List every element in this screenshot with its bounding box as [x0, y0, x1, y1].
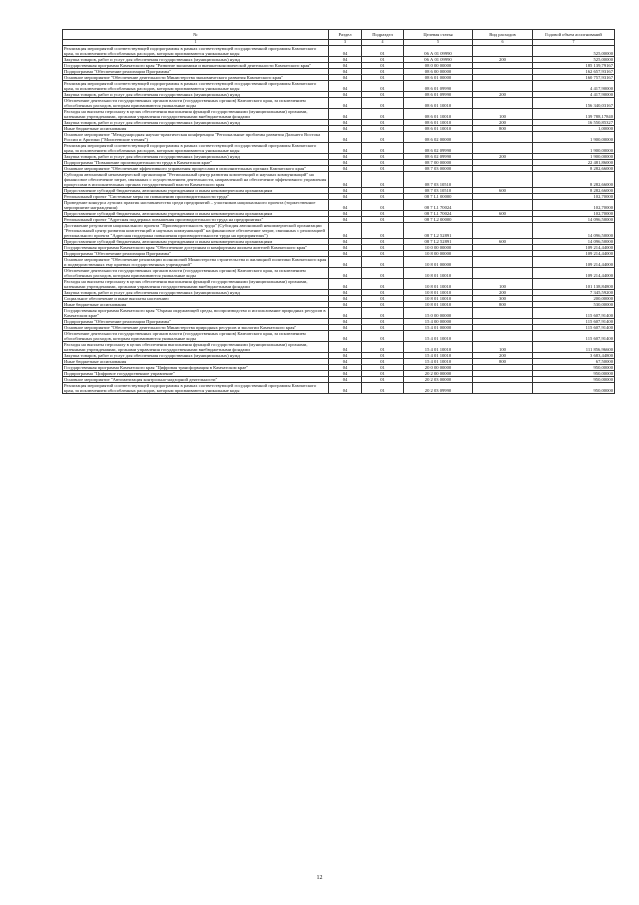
index-cell: 6	[473, 40, 533, 46]
table-row	[63, 131, 615, 142]
cell-type	[473, 131, 533, 142]
cell-name: Основное мероприятие "Международная научно-практическая конференция "Региональные проблемы развития Дальнего Востока России и Арктики ("Моисеевские чтения")	[63, 131, 329, 142]
table-row	[63, 45, 615, 56]
cell-name: Закупка товаров, работ и услуг для обеспечения государственных (муниципальных) нужд	[63, 91, 329, 97]
header-expense-type: Вид расходов	[473, 30, 533, 40]
cell-sum: 102,70000	[533, 193, 615, 199]
cell-name: Подпрограмма "Обеспечение реализации Программы"	[63, 68, 329, 74]
cell-name: Обеспечение деятельности государственных органов власти (государственных органов) Камчатского края, за исключением обособленных расходов, которым присваиваются уникальные коды	[63, 267, 329, 278]
cell-sum: 7 345,59200	[533, 289, 615, 295]
cell-name: Иные бюджетные ассигнования	[63, 358, 329, 364]
cell-sum: 1 900,00000	[533, 153, 615, 159]
table-header-row	[63, 30, 615, 40]
budget-table	[62, 29, 615, 394]
cell-sum: 109 214,44000	[533, 256, 615, 267]
cell-sub: 01	[362, 91, 404, 97]
cell-name: Государственная программа Камчатского края "Цифровая трансформация в Камчатском крае"	[63, 364, 329, 370]
cell-name: Реализация мероприятий соответствующей подпрограммы в рамках соответствующей государственной программы Камчатского края, за исключением обособленных расходов, которым присваиваются уникальные коды	[63, 382, 329, 393]
cell-sum: 950,00000	[533, 370, 615, 376]
cell-type	[473, 307, 533, 318]
cell-target: 08 6 02 09990	[404, 153, 473, 159]
cell-sec: 04	[329, 222, 362, 238]
cell-target: 08 6 01 00000	[404, 74, 473, 80]
table-row	[63, 142, 615, 153]
cell-name: Социальное обеспечение и иные выплаты населению	[63, 295, 329, 301]
cell-target: 08 7 03 10510	[404, 171, 473, 187]
page-number: 12	[316, 875, 323, 881]
cell-sec: 04	[329, 153, 362, 159]
cell-sub: 01	[362, 153, 404, 159]
cell-sec: 04	[329, 250, 362, 256]
cell-sum: 530,00000	[533, 301, 615, 307]
table-row	[63, 171, 615, 187]
cell-sub: 01	[362, 222, 404, 238]
cell-name: Реализация мероприятий соответствующей подпрограммы в рамках соответствующей государственной программы Камчатского края, за исключением обособленных расходов, которым присваиваются уникальные коды	[63, 142, 329, 153]
cell-type: 800	[473, 125, 533, 131]
cell-sum: 14 096,50000	[533, 238, 615, 244]
cell-target: 08 7 L1 70024	[404, 210, 473, 216]
cell-name: Региональный проект "Системные меры по повышению производительности труда"	[63, 193, 329, 199]
cell-name: Региональный проект "Адресная поддержка повышения производительности труда на предприятиях"	[63, 216, 329, 222]
cell-sec: 04	[329, 370, 362, 376]
table-row	[63, 278, 615, 289]
table-row	[63, 267, 615, 278]
cell-name: Государственная программа Камчатского края "Охрана окружающей среды, воспроизводство и использование природных ресурсов в Камчатском крае"	[63, 307, 329, 318]
cell-sec: 04	[329, 125, 362, 131]
cell-sub: 01	[362, 125, 404, 131]
cell-sec: 04	[329, 278, 362, 289]
cell-type	[473, 330, 533, 341]
cell-target: 08 6 01 09990	[404, 80, 473, 91]
cell-type	[473, 171, 533, 187]
cell-name: Основное мероприятие "Обеспечение реализации полномочий Министерства строительства и жилищной политики Камчатского края и подведомственных ему краевых государственных учреждений"	[63, 256, 329, 267]
header-volume: Годовой объем ассигнований	[533, 30, 615, 40]
cell-sum: 8 282,66000	[533, 165, 615, 171]
cell-sum: 22 481,86000	[533, 159, 615, 165]
cell-sub: 01	[362, 62, 404, 68]
cell-target: 10 8 01 10010	[404, 295, 473, 301]
cell-sum: 156 340,03167	[533, 97, 615, 108]
cell-sum: 525,00000	[533, 45, 615, 56]
cell-type	[473, 80, 533, 91]
table-row	[63, 222, 615, 238]
cell-sub: 01	[362, 159, 404, 165]
cell-sub: 01	[362, 267, 404, 278]
cell-sub: 01	[362, 256, 404, 267]
cell-sub: 01	[362, 376, 404, 382]
cell-sec: 04	[329, 199, 362, 210]
cell-type	[473, 199, 533, 210]
cell-type	[473, 267, 533, 278]
table-row	[63, 307, 615, 318]
cell-sec: 04	[329, 74, 362, 80]
cell-sec: 04	[329, 289, 362, 295]
cell-sub: 01	[362, 250, 404, 256]
cell-target: 20 2 03 09990	[404, 382, 473, 393]
cell-sec: 04	[329, 352, 362, 358]
cell-sub: 01	[362, 330, 404, 341]
header-section: Раздел	[329, 30, 362, 40]
cell-sec: 04	[329, 210, 362, 216]
cell-type	[473, 222, 533, 238]
cell-name: Основное мероприятие "Обеспечение деятельности Министерства экономического развития Камчатского края"	[63, 74, 329, 80]
cell-sec: 04	[329, 142, 362, 153]
cell-sec: 04	[329, 301, 362, 307]
cell-type	[473, 142, 533, 153]
cell-sub: 01	[362, 289, 404, 295]
cell-sub: 01	[362, 307, 404, 318]
cell-type: 100	[473, 341, 533, 352]
cell-sub: 01	[362, 187, 404, 193]
index-cell: 7	[533, 40, 615, 46]
cell-target: 10 0 00 00000	[404, 244, 473, 250]
cell-sub: 01	[362, 119, 404, 125]
header-target: Целевая статья	[404, 30, 473, 40]
cell-sec: 04	[329, 295, 362, 301]
cell-target: 08 6 01 10010	[404, 97, 473, 108]
index-cell: 5	[404, 40, 473, 46]
cell-name: Предоставление субсидий бюджетным, автономным учреждениям и иным некоммерческим организациям	[63, 187, 329, 193]
cell-name: Подпрограмма "Обеспечение реализации Программы"	[63, 250, 329, 256]
cell-name: Подпрограмма "Цифровое государственное управление"	[63, 370, 329, 376]
cell-sub: 01	[362, 278, 404, 289]
cell-name: Основное мероприятие "Автоматизация контрольно-надзорной деятельности"	[63, 376, 329, 382]
cell-sec: 04	[329, 45, 362, 56]
cell-sum: 185 139,79167	[533, 62, 615, 68]
cell-sub: 01	[362, 295, 404, 301]
cell-sec: 04	[329, 324, 362, 330]
cell-target: 06 А 01 09990	[404, 56, 473, 62]
cell-sub: 01	[362, 244, 404, 250]
cell-target: 15 4 01 10010	[404, 358, 473, 364]
cell-name: Расходы на выплаты персоналу в целях обеспечения выполнения функций государственными (муниципальными) органами, казенными учреждениями, органами управления государственными внебюджетными фондами	[63, 341, 329, 352]
cell-name: Обеспечение деятельности государственных органов власти (государственных органов) Камчатского края, за исключением обособленных расходов, которым присваиваются уникальные коды	[63, 330, 329, 341]
cell-type: 800	[473, 358, 533, 364]
cell-target: 08 7 L2 52891	[404, 238, 473, 244]
cell-type: 800	[473, 301, 533, 307]
cell-sec: 04	[329, 108, 362, 119]
cell-target: 08 0 00 00000	[404, 62, 473, 68]
cell-type	[473, 256, 533, 267]
cell-sec: 04	[329, 68, 362, 74]
cell-sec: 04	[329, 267, 362, 278]
cell-target: 08 6 01 10010	[404, 125, 473, 131]
cell-target: 10 8 01 00000	[404, 256, 473, 267]
cell-target: 15 4 01 10010	[404, 341, 473, 352]
cell-name: Подпрограмма "Повышение производительности труда в Камчатском крае"	[63, 159, 329, 165]
cell-type	[473, 97, 533, 108]
cell-sec: 04	[329, 358, 362, 364]
table-row	[63, 330, 615, 341]
cell-target: 08 7 L1 70024	[404, 199, 473, 210]
cell-sub: 01	[362, 210, 404, 216]
table-row	[63, 97, 615, 108]
cell-type: 200	[473, 119, 533, 125]
cell-sum: 109 214,44000	[533, 267, 615, 278]
cell-sub: 01	[362, 56, 404, 62]
cell-target: 20 2 03 00000	[404, 376, 473, 382]
index-cell: 1	[63, 40, 329, 46]
cell-sum: 160 757,93167	[533, 74, 615, 80]
cell-target: 08 6 01 10010	[404, 108, 473, 119]
cell-sum: 525,00000	[533, 56, 615, 62]
cell-type: 200	[473, 56, 533, 62]
cell-sub: 01	[362, 364, 404, 370]
cell-sub: 01	[362, 370, 404, 376]
cell-sub: 01	[362, 382, 404, 393]
cell-name: Расходы на выплаты персоналу в целях обеспечения выполнения функций государственными (муниципальными) органами, казенными учреждениями, органами управления государственными внебюджетными фондами	[63, 278, 329, 289]
cell-sec: 04	[329, 56, 362, 62]
cell-sec: 04	[329, 119, 362, 125]
cell-sum: 4 417,90000	[533, 80, 615, 91]
cell-sec: 04	[329, 244, 362, 250]
cell-name: Иные бюджетные ассигнования	[63, 125, 329, 131]
cell-sec: 04	[329, 318, 362, 324]
table-row	[63, 199, 615, 210]
cell-target: 08 7 L2 52891	[404, 222, 473, 238]
cell-sum: 67,50000	[533, 358, 615, 364]
cell-sub: 01	[362, 238, 404, 244]
cell-sum: 1 900,00000	[533, 142, 615, 153]
cell-target: 20 2 00 00000	[404, 370, 473, 376]
cell-sum: 109 214,44000	[533, 250, 615, 256]
cell-sub: 01	[362, 341, 404, 352]
cell-sub: 01	[362, 45, 404, 56]
cell-sum: 950,00000	[533, 364, 615, 370]
cell-target: 15 4 00 00000	[404, 318, 473, 324]
cell-target: 08 7 03 00000	[404, 165, 473, 171]
cell-target: 08 6 02 00000	[404, 131, 473, 142]
cell-sum: 200,00000	[533, 295, 615, 301]
cell-target: 08 7 L2 00000	[404, 216, 473, 222]
header-subsection: Подраздел	[362, 30, 404, 40]
cell-sub: 01	[362, 199, 404, 210]
cell-sec: 04	[329, 382, 362, 393]
cell-sub: 01	[362, 171, 404, 187]
cell-sub: 01	[362, 108, 404, 119]
cell-sec: 04	[329, 91, 362, 97]
cell-sub: 01	[362, 142, 404, 153]
cell-target: 10 8 01 10010	[404, 278, 473, 289]
cell-name: Иные бюджетные ассигнования	[63, 301, 329, 307]
cell-sub: 01	[362, 358, 404, 364]
cell-name: Реализация мероприятий соответствующей подпрограммы в рамках соответствующей государственной программы Камчатского края, за исключением обособленных расходов, которым присваиваются уникальные коды	[63, 45, 329, 56]
cell-sec: 04	[329, 330, 362, 341]
cell-name: Основное мероприятие "Обеспечение деятельности Министерства природных ресурсов и экологии Камчатского края"	[63, 324, 329, 330]
cell-sub: 01	[362, 318, 404, 324]
cell-name: Закупка товаров, работ и услуг для обеспечения государственных (муниципальных) нужд	[63, 289, 329, 295]
cell-type: 100	[473, 108, 533, 119]
cell-type: 600	[473, 238, 533, 244]
cell-sum: 14 096,50000	[533, 222, 615, 238]
cell-name: Подпрограмма "Обеспечение реализации Программы"	[63, 318, 329, 324]
cell-type	[473, 45, 533, 56]
cell-sec: 04	[329, 216, 362, 222]
cell-target: 10 8 01 10010	[404, 301, 473, 307]
cell-name: Государственная программа Камчатского края "Обеспечение доступным и комфортным жильем жителей Камчатского края"	[63, 244, 329, 250]
cell-sec: 04	[329, 364, 362, 370]
cell-sub: 01	[362, 80, 404, 91]
cell-type: 200	[473, 91, 533, 97]
cell-name: Закупка товаров, работ и услуг для обеспечения государственных (муниципальных) нужд	[63, 56, 329, 62]
cell-sec: 04	[329, 62, 362, 68]
cell-type: 200	[473, 289, 533, 295]
cell-sum: 162 657,93167	[533, 68, 615, 74]
cell-target: 08 7 03 10510	[404, 187, 473, 193]
cell-sec: 04	[329, 187, 362, 193]
cell-sum: 115 607,91400	[533, 324, 615, 330]
index-cell: 3	[329, 40, 362, 46]
cell-type	[473, 382, 533, 393]
cell-name: Достижение результатов национального проекта "Производительность труда" (Субсидия автономной некоммерческой организации "Региональный центр развития компетенций и научных коммуникаций" на финансовое обеспечение затрат, связанных с реализацией регионального проекта "Адресная поддержка повышения производительности труда на предприятиях")	[63, 222, 329, 238]
cell-sum: 8 282,66000	[533, 187, 615, 193]
cell-name: Основное мероприятие "Обеспечение эффективного управления процессами в исполнительных органах Камчатского края"	[63, 165, 329, 171]
cell-type: 300	[473, 295, 533, 301]
table-row	[63, 341, 615, 352]
cell-sub: 01	[362, 97, 404, 108]
cell-sec: 04	[329, 80, 362, 91]
cell-sub: 01	[362, 68, 404, 74]
cell-sec: 04	[329, 97, 362, 108]
cell-sec: 04	[329, 171, 362, 187]
cell-type: 600	[473, 210, 533, 216]
cell-target: 15 4 01 10010	[404, 352, 473, 358]
cell-sum: 102,70000	[533, 210, 615, 216]
cell-name: Расходы на выплаты персоналу в целях обеспечения выполнения функций государственными (муниципальными) органами, казенными учреждениями, органами управления государственными внебюджетными фондами	[63, 108, 329, 119]
table-row	[63, 256, 615, 267]
cell-sub: 01	[362, 74, 404, 80]
cell-sub: 01	[362, 193, 404, 199]
cell-sum: 3 683,44800	[533, 352, 615, 358]
cell-sub: 01	[362, 165, 404, 171]
cell-sub: 01	[362, 324, 404, 330]
table-row	[63, 108, 615, 119]
cell-sum: 1,00000	[533, 125, 615, 131]
cell-target: 15 4 01 10010	[404, 330, 473, 341]
cell-name: Предоставление субсидий бюджетным, автономным учреждениям и иным некоммерческим организациям	[63, 210, 329, 216]
cell-name: Предоставление субсидий бюджетным, автономным учреждениям и иным некоммерческим организациям	[63, 238, 329, 244]
cell-type: 100	[473, 278, 533, 289]
cell-sub: 01	[362, 352, 404, 358]
cell-sub: 01	[362, 216, 404, 222]
cell-name: Закупка товаров, работ и услуг для обеспечения государственных (муниципальных) нужд	[63, 153, 329, 159]
cell-sec: 04	[329, 256, 362, 267]
cell-name: Проведение конкурса лучших практик наставничества среди предприятий – участников национального проекта (торжественное мероприятие награждения)	[63, 199, 329, 210]
cell-name: Закупка товаров, работ и услуг для обеспечения государственных (муниципальных) нужд	[63, 352, 329, 358]
cell-type: 600	[473, 187, 533, 193]
cell-sum: 16 550,85327	[533, 119, 615, 125]
cell-name: Закупка товаров, работ и услуг для обеспечения государственных (муниципальных) нужд	[63, 119, 329, 125]
cell-name: Обеспечение деятельности государственных органов власти (государственных органов) Камчатского края, за исключением обособленных расходов, которым присваиваются уникальные коды	[63, 97, 329, 108]
cell-target: 08 7 L1 00000	[404, 193, 473, 199]
cell-sum: 115 607,91400	[533, 330, 615, 341]
cell-sum: 4 417,90000	[533, 91, 615, 97]
cell-target: 06 А 01 09990	[404, 45, 473, 56]
cell-sec: 04	[329, 341, 362, 352]
cell-target: 15 0 00 00000	[404, 307, 473, 318]
cell-sum: 101 138,84800	[533, 278, 615, 289]
cell-type: 200	[473, 153, 533, 159]
table-row	[63, 80, 615, 91]
cell-target: 10 8 01 10010	[404, 267, 473, 278]
cell-sec: 04	[329, 376, 362, 382]
cell-type: 200	[473, 352, 533, 358]
cell-name: Субсидия автономной некоммерческой организации "Региональный центр развития компетенций и научных коммуникаций" на финансовое обеспечение затрат, связанных с осуществлением деятельности, направленной на обеспечение эффективного управления процессами в исполнительных органах государственной власти Камчатского края	[63, 171, 329, 187]
cell-sum: 115 607,91400	[533, 318, 615, 324]
table-row	[63, 382, 615, 393]
index-cell: 4	[362, 40, 404, 46]
cell-sec: 04	[329, 165, 362, 171]
cell-sum: 14 096,50000	[533, 216, 615, 222]
cell-sum: 950,00000	[533, 382, 615, 393]
cell-target: 10 8 01 10010	[404, 289, 473, 295]
cell-sum: 139 788,17840	[533, 108, 615, 119]
cell-sub: 01	[362, 131, 404, 142]
cell-name: Реализация мероприятий соответствующей подпрограммы в рамках соответствующей государственной программы Камчатского края, за исключением обособленных расходов, которым присваиваются уникальные коды	[63, 80, 329, 91]
cell-target: 08 6 00 00000	[404, 68, 473, 74]
cell-sec: 04	[329, 159, 362, 165]
cell-sub: 01	[362, 301, 404, 307]
cell-sum: 109 214,44000	[533, 244, 615, 250]
cell-sec: 04	[329, 131, 362, 142]
header-name: №	[63, 30, 329, 40]
cell-sec: 04	[329, 238, 362, 244]
cell-sum: 111 856,96600	[533, 341, 615, 352]
cell-target: 15 4 01 00000	[404, 324, 473, 330]
cell-target: 08 6 02 09990	[404, 142, 473, 153]
cell-sum: 8 282,66000	[533, 171, 615, 187]
cell-target: 08 7 00 00000	[404, 159, 473, 165]
cell-target: 08 6 01 09990	[404, 91, 473, 97]
cell-sum: 115 607,91400	[533, 307, 615, 318]
cell-sec: 04	[329, 193, 362, 199]
cell-sum: 102,70000	[533, 199, 615, 210]
cell-name: Государственная программа Камчатского края "Развитие экономики и внешнеэкономической деятельности Камчатского края"	[63, 62, 329, 68]
cell-sum: 1 900,00000	[533, 131, 615, 142]
cell-sum: 950,00000	[533, 376, 615, 382]
cell-target: 08 6 01 10010	[404, 119, 473, 125]
cell-sec: 04	[329, 307, 362, 318]
cell-target: 20 0 00 00000	[404, 364, 473, 370]
cell-target: 10 8 00 00000	[404, 250, 473, 256]
